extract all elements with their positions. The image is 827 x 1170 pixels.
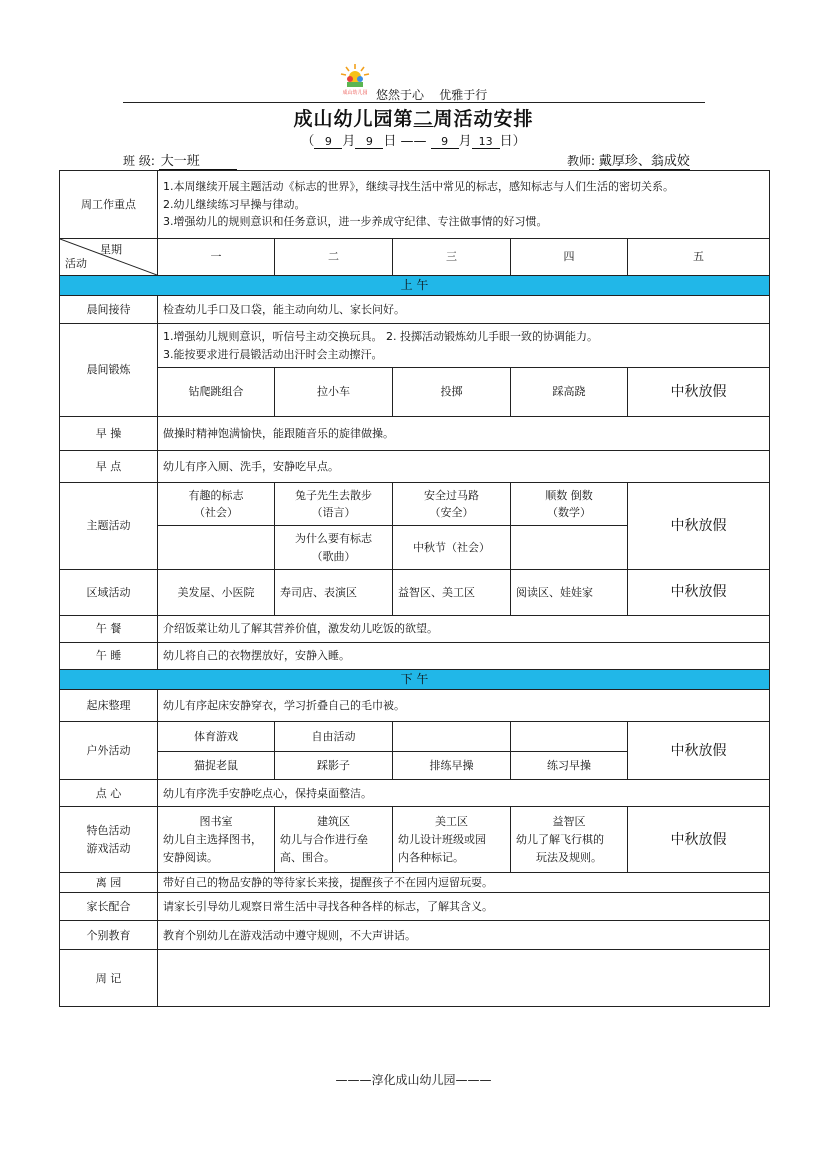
day-fri: 五 (628, 239, 770, 276)
area-item: 益智区、美工区 (393, 570, 511, 616)
section-morning: 上 午 (60, 276, 770, 296)
holiday-cell: 中秋放假 (628, 483, 770, 570)
area-item: 阅读区、娃娃家 (511, 570, 628, 616)
special-activity: 建筑区 幼儿与合作进行垒 高、围合。 (275, 807, 393, 873)
outdoor-item: 体育游戏 (158, 722, 275, 752)
row-label: 区域活动 (60, 570, 158, 616)
morning-reception-text: 检查幼儿手口及口袋，能主动向幼儿、家长问好。 (158, 296, 770, 324)
snack-text: 幼儿有序入厕、洗手，安静吃早点。 (158, 451, 770, 483)
outdoor-item: 自由活动 (275, 722, 393, 752)
weekly-schedule-table (59, 170, 770, 1007)
row-label: 家长配合 (60, 893, 158, 921)
area-item: 寿司店、表演区 (275, 570, 393, 616)
day-wed: 三 (393, 239, 511, 276)
teacher-value: 戴厚珍、翁成姣 (598, 154, 690, 169)
row-label: 周 记 (60, 950, 158, 1007)
morning-exercise-goals: 1.增强幼儿规则意识，听信号主动交换玩具。 2. 投掷活动锻炼幼儿手眼一致的协调能力。 3.能按要求进行晨锻活动出汗时会主动擦汗。 (158, 324, 770, 368)
outdoor-item: 踩影子 (275, 752, 393, 780)
theme-activity: 顺数 倒数 （数学） (511, 483, 628, 526)
day-tue: 二 (275, 239, 393, 276)
row-label: 户外活动 (60, 722, 158, 780)
page-title: 成山幼儿园第二周活动安排 (293, 108, 534, 130)
exercise-text: 做操时精神饱满愉快，能跟随音乐的旋律做操。 (158, 417, 770, 451)
outdoor-item (511, 722, 628, 752)
motto: 悠然于心 优雅于行 (376, 88, 488, 102)
row-label: 晨间锻炼 (60, 324, 158, 417)
row-label: 早 操 (60, 417, 158, 451)
class-field: 班 级: 大一班 (123, 150, 237, 170)
row-label: 起床整理 (60, 690, 158, 722)
special-activity: 益智区 幼儿了解飞行棋的 玩法及规则。 (511, 807, 628, 873)
leave-text: 带好自己的物品安静的等待家长来接，提醒孩子不在园内逗留玩耍。 (158, 873, 770, 893)
footer: ———淳化成山幼儿园——— (335, 1073, 492, 1087)
theme-activity (511, 526, 628, 570)
exercise-item: 投掷 (393, 368, 511, 417)
day-thu: 四 (511, 239, 628, 276)
individual-text: 教育个别幼儿在游戏活动中遵守规则，不大声讲话。 (158, 921, 770, 950)
outdoor-item: 猫捉老鼠 (158, 752, 275, 780)
day-mon: 一 (158, 239, 275, 276)
teacher-field: 教师: 戴厚珍、翁成姣 (567, 154, 690, 169)
diagonal-corner-cell: 星期 活动 (60, 239, 158, 276)
logo-text: 成山幼儿园 (342, 90, 368, 96)
lunch-text: 介绍饭菜让幼儿了解其营养价值，激发幼儿吃饭的欲望。 (158, 616, 770, 643)
theme-activity: 安全过马路 （安全） (393, 483, 511, 526)
week-number: 二 (413, 108, 434, 130)
row-label: 早 点 (60, 451, 158, 483)
afternoon-snack-text: 幼儿有序洗手安静吃点心，保持桌面整洁。 (158, 780, 770, 807)
exercise-item: 钻爬跳组合 (158, 368, 275, 417)
theme-activity (158, 526, 275, 570)
kindergarten-logo (338, 62, 372, 96)
nap-text: 幼儿将自己的衣物摆放好，安静入睡。 (158, 643, 770, 670)
date-range: （ 9 月 9 日 —— 9 月 13 日） (301, 134, 526, 149)
holiday-cell: 中秋放假 (628, 807, 770, 873)
holiday-cell: 中秋放假 (628, 368, 770, 417)
row-label: 晨间接待 (60, 296, 158, 324)
area-item: 美发屋、小医院 (158, 570, 275, 616)
row-label: 午 餐 (60, 616, 158, 643)
section-afternoon: 下 午 (60, 670, 770, 690)
holiday-cell: 中秋放假 (628, 722, 770, 780)
class-value: 大一班 (159, 150, 237, 170)
parents-text: 请家长引导幼儿观察日常生活中寻找各种各样的标志，了解其含义。 (158, 893, 770, 921)
row-label: 离 园 (60, 873, 158, 893)
week-focus-row (60, 171, 770, 239)
row-label: 周工作重点 (60, 171, 158, 239)
theme-activity: 兔子先生去散步 （语言） (275, 483, 393, 526)
notes-text (158, 950, 770, 1007)
outdoor-item (393, 722, 511, 752)
special-activity: 图书室 幼儿自主选择图书， 安静阅读。 (158, 807, 275, 873)
special-activity: 美工区 幼儿设计班级或园 内各种标记。 (393, 807, 511, 873)
holiday-cell: 中秋放假 (628, 570, 770, 616)
theme-activity: 中秋节（社会） (393, 526, 511, 570)
row-label: 特色活动 游戏活动 (60, 807, 158, 873)
exercise-item: 拉小车 (275, 368, 393, 417)
row-label: 主题活动 (60, 483, 158, 570)
outdoor-item: 练习早操 (511, 752, 628, 780)
row-label: 午 睡 (60, 643, 158, 670)
row-label: 个别教育 (60, 921, 158, 950)
row-label: 点 心 (60, 780, 158, 807)
theme-activity: 有趣的标志 （社会） (158, 483, 275, 526)
exercise-item: 踩高跷 (511, 368, 628, 417)
header-rule (123, 102, 705, 103)
outdoor-item: 排练早操 (393, 752, 511, 780)
week-focus-text: 1.本周继续开展主题活动《标志的世界》，继续寻找生活中常见的标志，感知标志与人们生活的密切关系。 2.幼儿继续练习早操与律动。 3.增强幼儿的规则意识和任务意识，进一步养成守纪律、专注做事情的好习惯。 (158, 171, 770, 239)
weekday-header-row (60, 239, 770, 276)
theme-activity: 为什么要有标志 （歌曲） (275, 526, 393, 570)
wakeup-text: 幼儿有序起床安静穿衣，学习折叠自己的毛巾被。 (158, 690, 770, 722)
